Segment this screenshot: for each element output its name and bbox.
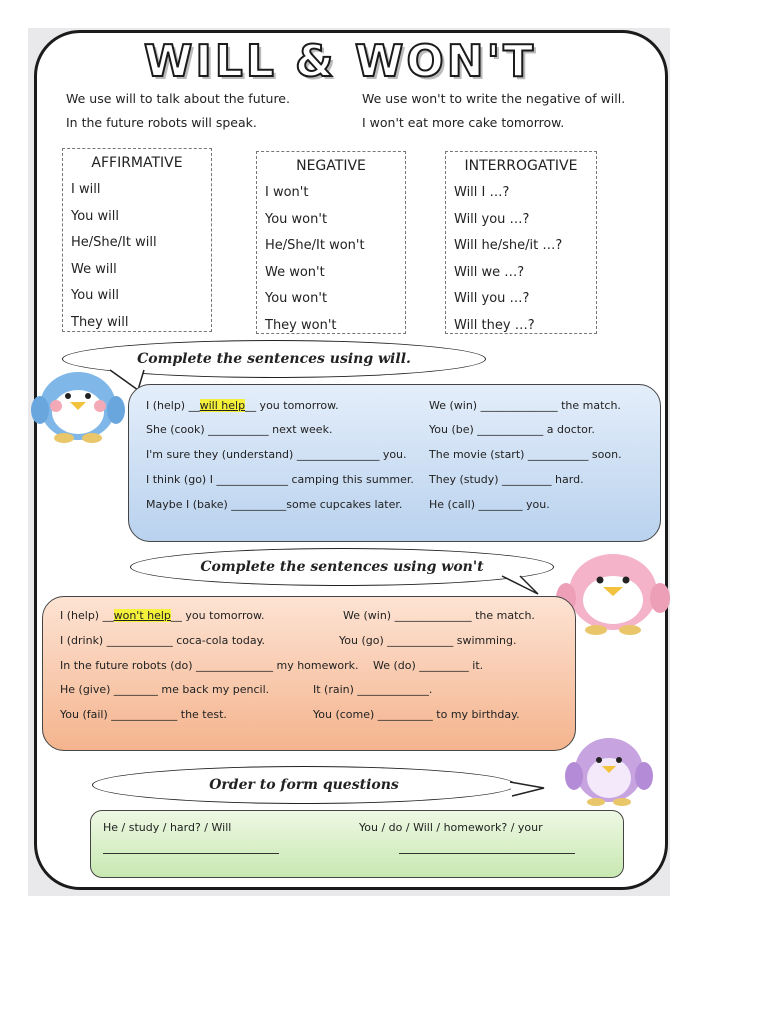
- wont-sentence-1: I (help) __won't help__ you tomorrow.: [60, 609, 265, 622]
- list-item: Will I …?: [454, 185, 510, 200]
- list-item: You won't: [265, 211, 328, 227]
- wont-exercise-panel: [42, 596, 576, 751]
- list-item: We won't: [265, 264, 325, 280]
- list-item: Will they …?: [454, 317, 535, 333]
- list-item: They will: [71, 314, 129, 330]
- wont-sentence-7: You (go) ____________ swimming.: [339, 634, 517, 647]
- list-item: I won't: [265, 185, 309, 200]
- will-sentence-8: The movie (start) ___________ soon.: [429, 448, 622, 461]
- affirmative-table: [62, 148, 212, 332]
- rule-wont-cake: I won't eat more cake tomorrow.: [362, 115, 565, 130]
- list-item: Will we …?: [454, 264, 525, 280]
- purple-penguin-icon: [564, 730, 654, 808]
- wont-sentence-3: In the future robots (do) ______________ my homework.: [60, 659, 359, 672]
- answer-line-1[interactable]: [103, 853, 279, 854]
- will-sentence-4: I think (go) I _____________ camping this summer.: [146, 473, 414, 486]
- order-question-2: You / do / Will / homework? / your: [359, 821, 543, 834]
- rule-wont-negative: We use won't to write the negative of will.: [362, 91, 626, 106]
- list-item: You will: [71, 288, 120, 303]
- will-sentence-2: She (cook) ___________ next week.: [146, 423, 333, 436]
- list-item: Will you …?: [454, 211, 530, 227]
- will-answer-example: will help: [199, 399, 246, 412]
- order-question-1: He / study / hard? / Will: [103, 821, 232, 834]
- interrogative-heading: INTERROGATIVE: [464, 158, 578, 174]
- answer-line-2[interactable]: [399, 853, 575, 854]
- list-item: Will he/she/it …?: [454, 238, 563, 253]
- blue-penguin-icon: [30, 362, 126, 444]
- rule-robots-speak: In the future robots will speak.: [66, 115, 257, 130]
- will-sentence-7: You (be) ____________ a doctor.: [429, 423, 595, 436]
- will-sentence-1: I (help) __will help__ you tomorrow.: [146, 399, 339, 412]
- negative-heading: NEGATIVE: [296, 158, 366, 174]
- wont-sentence-6: We (win) ______________ the match.: [343, 609, 535, 622]
- wont-section-heading: Complete the sentences using won't: [130, 548, 554, 586]
- order-exercise-panel: [90, 810, 624, 878]
- will-sentence-6: We (win) ______________ the match.: [429, 399, 621, 412]
- list-item: He/She/It won't: [265, 238, 365, 253]
- will-sentence-5: Maybe I (bake) __________some cupcakes later.: [146, 498, 403, 511]
- list-item: We will: [71, 261, 117, 277]
- list-item: You won't: [265, 291, 328, 306]
- page-title: WILL & WON'T: [143, 36, 537, 87]
- wont-sentence-10: You (come) __________ to my birthday.: [313, 708, 520, 721]
- wont-sentence-8: We (do) _________ it.: [373, 659, 484, 672]
- wont-sentence-4: He (give) ________ me back my pencil.: [60, 683, 270, 696]
- will-section-heading: Complete the sentences using will.: [62, 340, 486, 378]
- wont-sentence-5: You (fail) ____________ the test.: [60, 708, 227, 721]
- list-item: They won't: [265, 317, 337, 333]
- will-exercise-panel: [128, 384, 661, 542]
- will-sentence-3: I'm sure they (understand) _______________ you.: [146, 448, 407, 461]
- list-item: I will: [71, 182, 101, 197]
- will-sentence-10: He (call) ________ you.: [429, 498, 550, 511]
- speech-tail-icon: [508, 778, 548, 800]
- list-item: Will you …?: [454, 291, 530, 306]
- affirmative-heading: AFFIRMATIVE: [91, 155, 183, 171]
- wont-answer-example: won't help: [113, 609, 171, 622]
- rule-will-future: We use will to talk about the future.: [66, 91, 290, 106]
- list-item: You will: [71, 208, 120, 224]
- wont-sentence-2: I (drink) ____________ coca-cola today.: [60, 634, 266, 647]
- order-section-heading: Order to form questions: [92, 766, 516, 804]
- will-sentence-9: They (study) _________ hard.: [429, 473, 584, 486]
- negative-table: [256, 151, 406, 334]
- list-item: He/She/It will: [71, 235, 157, 250]
- interrogative-table: [445, 151, 597, 334]
- speech-tail-icon: [498, 574, 542, 598]
- wont-sentence-9: It (rain) _____________.: [313, 683, 433, 696]
